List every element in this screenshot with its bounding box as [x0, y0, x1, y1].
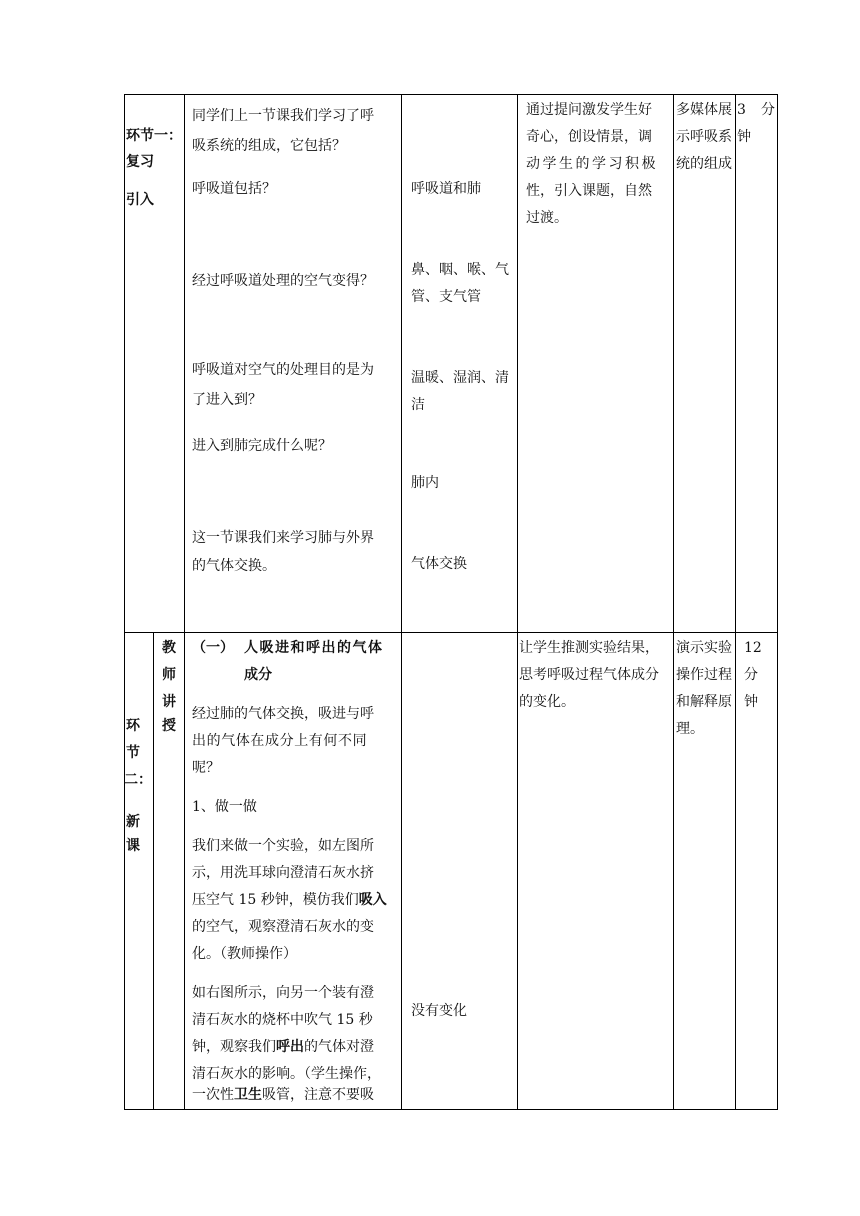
sub-stage-char: 授 [162, 718, 176, 734]
stage-label-line1: 环节一： [126, 128, 182, 144]
teacher-text: 吸系统的组成，它包括？ [192, 138, 346, 154]
time-unit: 钟 [744, 694, 758, 710]
teacher-text-line [192, 1083, 374, 1107]
section-heading-cont: 成分 [244, 667, 272, 683]
sub-stage-char: 讲 [162, 694, 176, 710]
design-intent: 通过提问激发学生好 [526, 102, 652, 118]
stage2-char: 二： [124, 772, 152, 788]
design-intent: 的变化。 [519, 694, 575, 710]
stage2-char: 环 [126, 718, 140, 734]
teacher-text: 吸管，注意不要吸 [262, 1087, 374, 1103]
row-divider [124, 632, 778, 633]
teacher-text: 经过肺的气体交换，吸进与呼 [192, 706, 374, 722]
student-answer: 肺内 [411, 475, 439, 491]
teacher-text: 我们来做一个实验，如左图所 [192, 838, 374, 854]
media-note: 演示实验 [676, 640, 732, 656]
student-answer: 鼻、咽、喉、气 [411, 262, 509, 278]
emphasis-text: 呼出 [276, 1039, 304, 1055]
media-note: 统的组成 [676, 156, 732, 172]
teacher-text: 清石灰水的影响。（学生操作， [192, 1066, 381, 1082]
teacher-text: 了进入到？ [192, 392, 262, 408]
teacher-text: 这一节课我们来学习肺与外界 [192, 530, 374, 546]
teacher-text: 呼吸道对空气的处理目的是为 [192, 362, 374, 378]
media-note: 示呼吸系 [676, 129, 732, 145]
sub-stage-char: 师 [162, 667, 176, 683]
teacher-text: 进入到肺完成什么呢？ [192, 438, 332, 454]
col-divider-teacher [401, 94, 402, 1110]
sub-stage-char: 教 [162, 640, 176, 656]
teacher-text: 化。（教师操作） [192, 946, 297, 962]
teacher-text: 的气体交换。 [192, 558, 276, 574]
emphasis-text: 卫生 [234, 1087, 262, 1103]
col-divider-sub2 [184, 632, 185, 1110]
teacher-text: 钟，观察我们 [192, 1039, 276, 1055]
section-heading-number: （一） [192, 640, 234, 656]
time-unit: 钟 [737, 129, 751, 145]
student-answer: 管、支气管 [411, 289, 481, 305]
section-heading: 人吸进和呼出的气体 [244, 640, 384, 656]
time-value: 3 [737, 102, 746, 118]
teacher-text-line [192, 1035, 374, 1059]
teacher-text: 压空气 15 秒钟，模仿我们 [192, 892, 359, 908]
col-divider-intent [673, 94, 674, 1110]
stage-label-line2: 复习 [126, 154, 154, 170]
stage2-char: 节 [126, 745, 140, 761]
teacher-text: 经过呼吸道处理的空气变得？ [192, 273, 374, 289]
design-intent: 让学生推测实验结果， [519, 640, 659, 656]
design-intent: 奇心，创设情景，调 [526, 129, 652, 145]
col-divider-sub [153, 632, 154, 1110]
col-divider-media [735, 94, 736, 1110]
col-divider-student [517, 94, 518, 1110]
media-note: 操作过程 [676, 667, 732, 683]
teacher-text: 一次性 [192, 1087, 234, 1103]
teacher-text: 的空气，观察澄清石灰水的变 [192, 919, 374, 935]
teacher-text: 出的气体在成分上有何不同 [192, 733, 368, 749]
media-note: 理。 [676, 721, 704, 737]
student-answer: 洁 [411, 397, 425, 413]
student-answer: 呼吸道和肺 [411, 181, 481, 197]
stage-label-line3: 引入 [126, 192, 154, 208]
time-unit: 分 [744, 667, 758, 683]
design-intent: 性，引入课题，自然 [526, 183, 652, 199]
emphasis-text: 吸入 [358, 892, 387, 908]
student-answer: 温暖、湿润、清 [411, 370, 509, 386]
student-answer: 没有变化 [411, 1003, 467, 1019]
design-intent: 动学生的学习积极 [526, 156, 658, 172]
stage2-char: 新 [126, 814, 140, 830]
student-answer: 气体交换 [411, 556, 467, 572]
teacher-text: 清石灰水的烧杯中吹气 15 秒 [192, 1012, 373, 1028]
teacher-text: 示，用洗耳球向澄清石灰水挤 [192, 865, 374, 881]
teacher-text: 如右图所示，向另一个装有澄 [192, 985, 374, 1001]
teacher-text: 1、做一做 [192, 799, 257, 815]
design-intent: 过渡。 [526, 210, 568, 226]
time-unit: 分 [761, 102, 775, 118]
teacher-text: 同学们上一节课我们学习了呼 [192, 108, 374, 124]
teacher-text: 的气体对澄 [304, 1039, 374, 1055]
media-note: 和解释原 [676, 694, 732, 710]
teacher-text-line [192, 888, 387, 912]
col-divider-stage [184, 94, 185, 632]
design-intent: 思考呼吸过程气体成分 [519, 667, 659, 683]
stage2-char: 课 [126, 838, 140, 854]
time-value: 12 [744, 640, 762, 656]
teacher-text: 呢？ [192, 760, 220, 776]
teacher-text: 呼吸道包括？ [192, 181, 276, 197]
media-note: 多媒体展 [676, 102, 732, 118]
